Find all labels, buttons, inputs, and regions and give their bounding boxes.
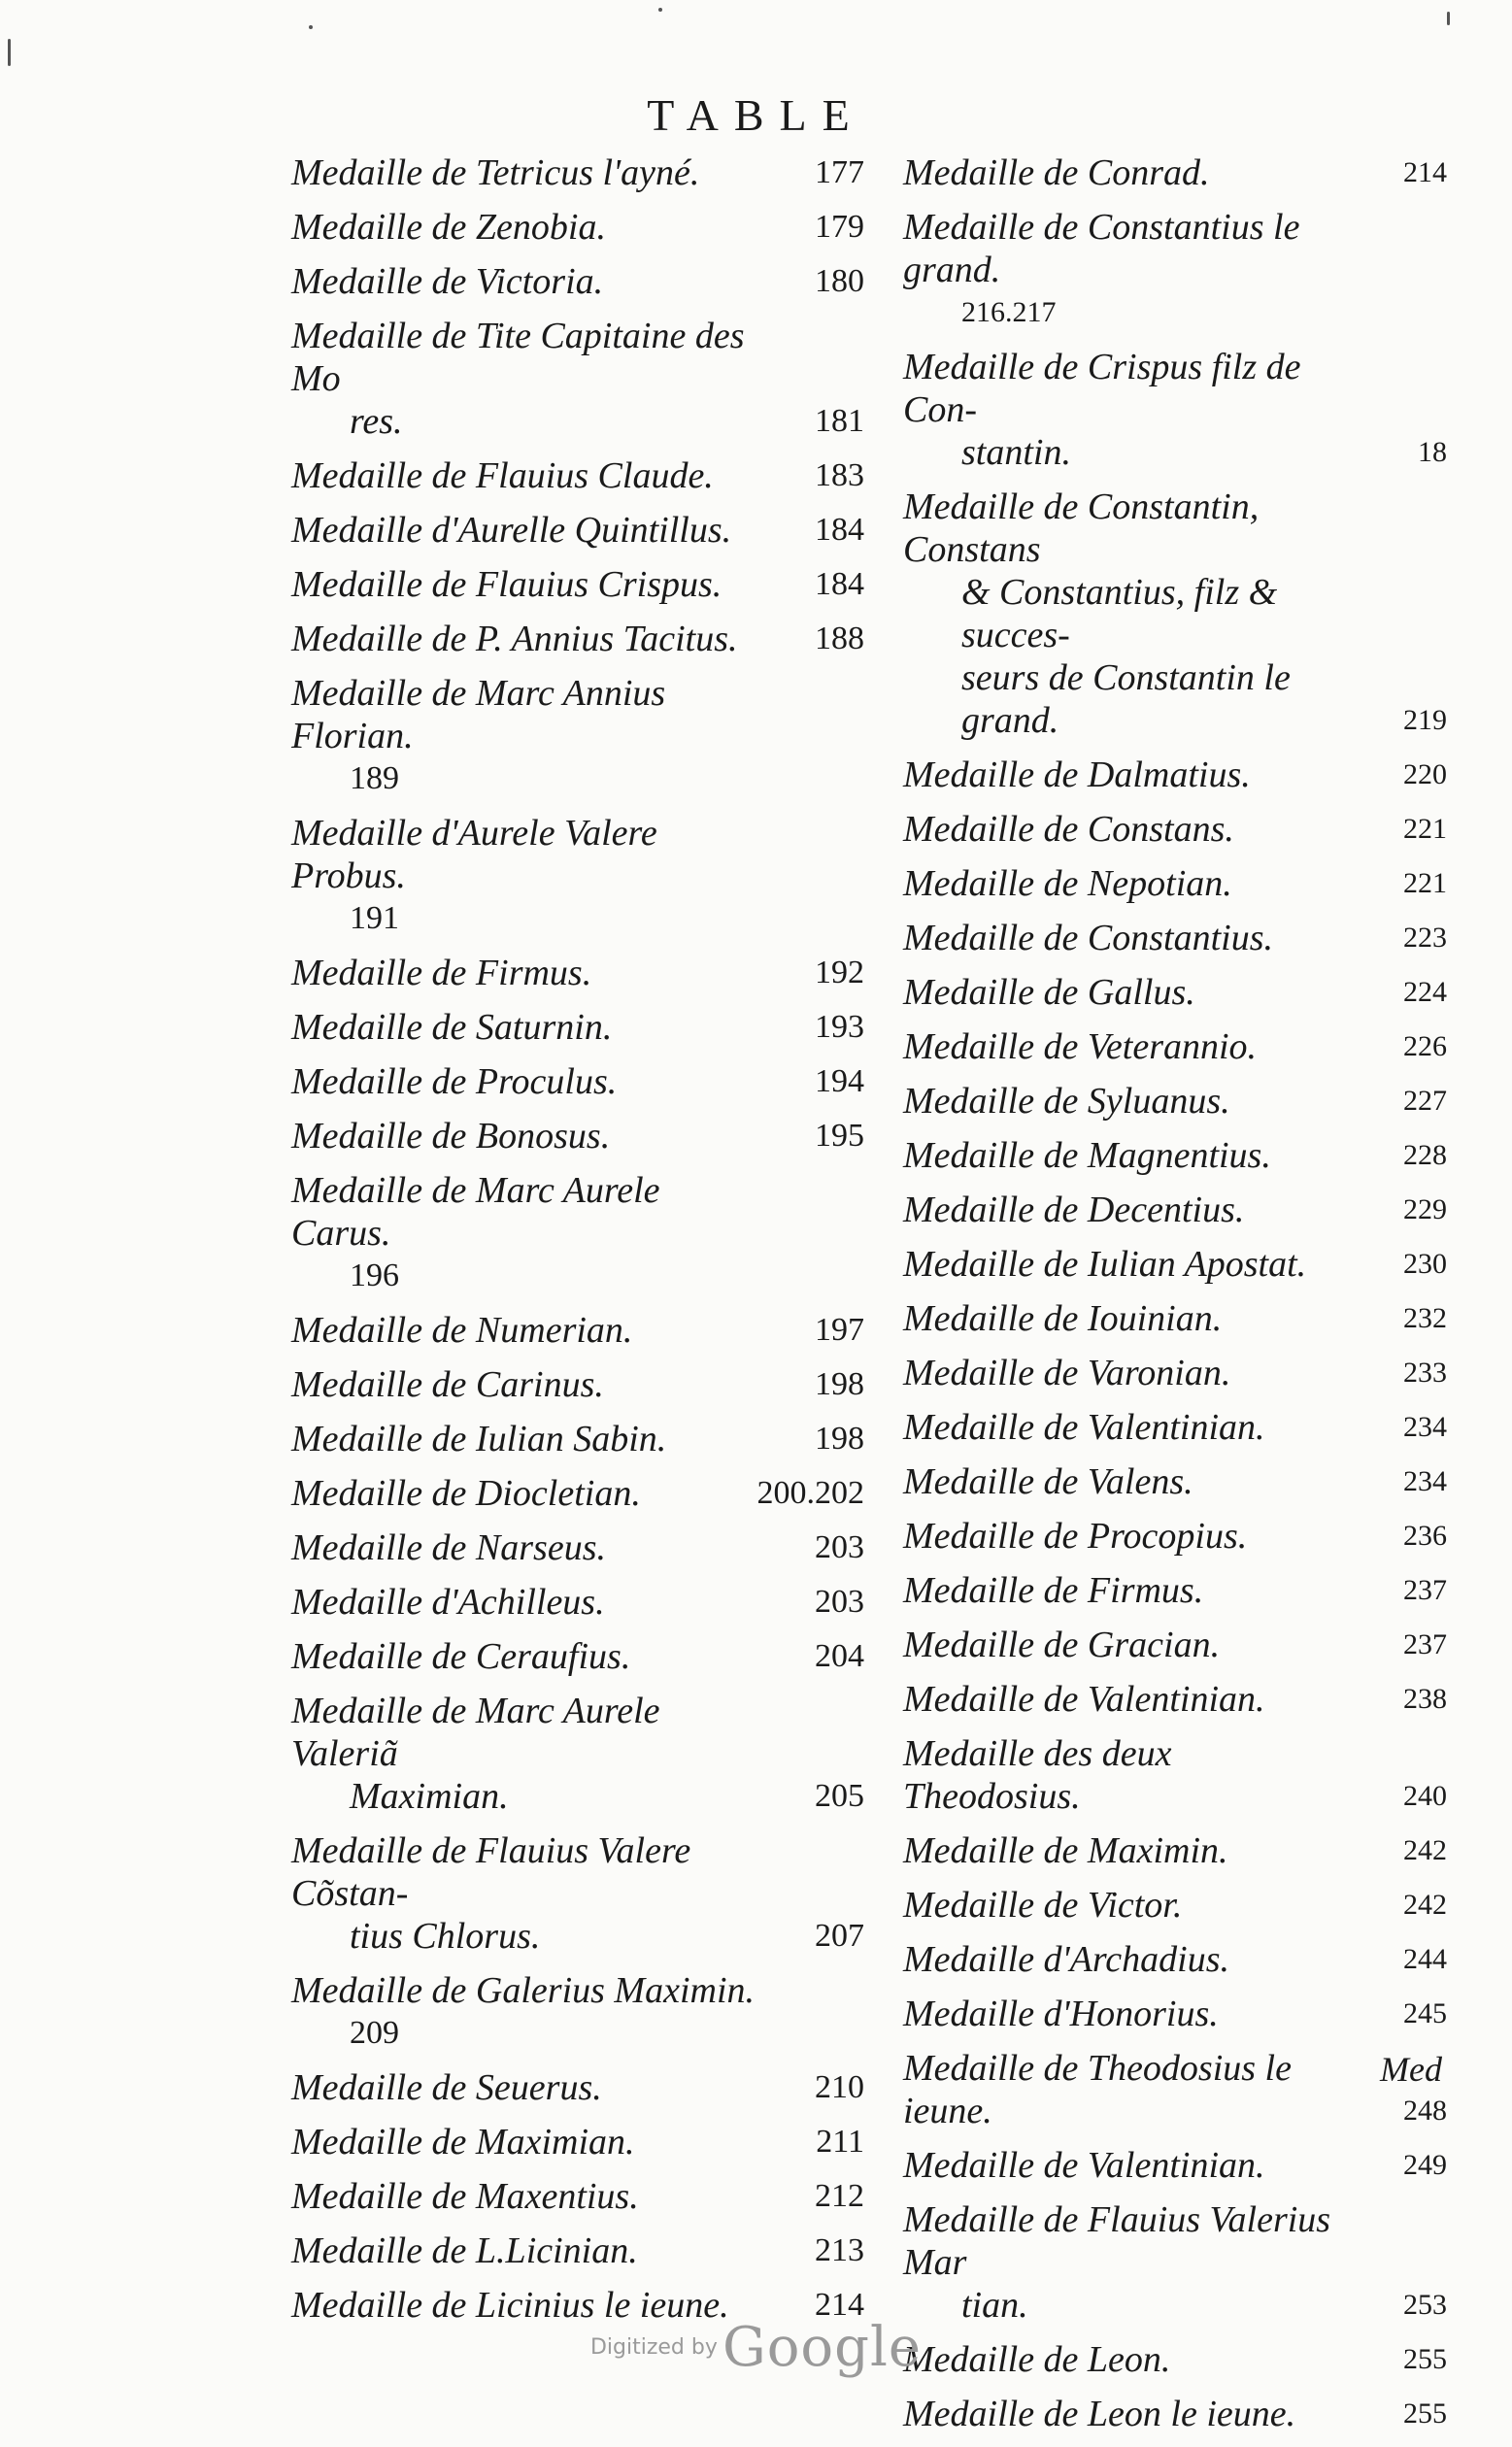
ink-speck (658, 8, 662, 12)
index-entry (903, 2047, 1447, 2132)
index-entry (903, 917, 1447, 959)
index-entry (903, 1829, 1447, 1872)
entry-page-number: 200.202 (756, 1475, 864, 1511)
index-entry (903, 1189, 1447, 1231)
index-entry (903, 486, 1447, 742)
entry-page-number: 238 (1403, 1683, 1447, 1715)
index-entry (903, 1624, 1447, 1666)
index-entry (903, 1678, 1447, 1721)
entry-text: Medaille de Crispus filz de Con- (903, 347, 1301, 430)
index-entry (291, 1472, 864, 1515)
entry-page-number: 177 (815, 154, 864, 190)
entry-page-number: 249 (1403, 2149, 1447, 2181)
entry-text: Medaille de Marc Annius Florian. (291, 673, 666, 756)
entry-text: Medaille de Valentinian. (903, 2145, 1265, 2186)
entry-page-number: 194 (815, 1063, 864, 1099)
entry-text: Medaille de Marc Aurele Valeriã (291, 1691, 660, 1774)
entry-text: Medaille de Tite Capitaine des Mo (291, 316, 745, 399)
entry-page-number: 229 (1403, 1193, 1447, 1225)
entry-continuation: tius Chlorus. (350, 1916, 541, 1957)
index-entry (903, 151, 1447, 194)
entry-text: Medaille des deux Theodosius. (903, 1733, 1172, 1817)
entry-page-number: 179 (815, 209, 864, 245)
index-entry (903, 2198, 1447, 2327)
entry-page-number: 237 (1403, 1574, 1447, 1606)
entry-page-number: 203 (815, 1529, 864, 1565)
entry-text: Medaille de L.Licinian. (291, 2230, 638, 2271)
index-entry (903, 1134, 1447, 1177)
entry-text: Medaille de Syluanus. (903, 1081, 1230, 1122)
entry-page-number: 224 (1403, 976, 1447, 1008)
entry-continuation: seurs de Constantin le grand. (961, 657, 1291, 741)
entry-text: Medaille de Iulian Apostat. (903, 1244, 1307, 1285)
entry-page-number: 189 (350, 760, 399, 796)
entry-text: Medaille de Leon le ieune. (903, 2394, 1296, 2434)
entry-page-number: 18 (1418, 436, 1447, 468)
index-entry (291, 1418, 864, 1460)
entry-text: Medaille de Ceraufius. (291, 1636, 631, 1677)
index-entry (291, 2121, 864, 2163)
entry-page-number: 203 (815, 1584, 864, 1620)
entry-text: Medaille de Carinus. (291, 1364, 604, 1405)
entry-page-number: 197 (815, 1312, 864, 1348)
entry-text: Medaille de P. Annius Tacitus. (291, 619, 738, 659)
entry-text: Medaille de Maxentius. (291, 2176, 639, 2217)
index-entry (291, 1526, 864, 1569)
entry-text: Medaille de Varonian. (903, 1353, 1231, 1393)
entry-page-number: 248 (1403, 2095, 1447, 2127)
index-entry (291, 1581, 864, 1624)
entry-text: Medaille de Nepotian. (903, 863, 1232, 904)
entry-page-number: 183 (815, 457, 864, 493)
entry-page-number: 242 (1403, 1889, 1447, 1921)
entry-text: Medaille de Maximin. (903, 1830, 1228, 1871)
index-entry (903, 2393, 1447, 2435)
entry-page-number: 192 (815, 955, 864, 990)
entry-page-number: 184 (815, 512, 864, 548)
entry-continuation: Maximian. (350, 1776, 509, 1817)
entry-text: Medaille de Firmus. (903, 1570, 1204, 1611)
index-entry (903, 1080, 1447, 1123)
entry-text: Medaille de Victor. (903, 1885, 1183, 1926)
index-entry (903, 1352, 1447, 1394)
entry-text: Medaille de Numerian. (291, 1310, 633, 1351)
entry-page-number: 213 (815, 2232, 864, 2268)
index-entry (291, 1969, 864, 2055)
entry-text: Medaille de Saturnin. (291, 1007, 613, 1048)
entry-text: Medaille de Constantius le grand. (903, 207, 1300, 290)
entry-text: Medaille de Licinius le ieune. (291, 2285, 729, 2326)
page-edge-mark (8, 39, 11, 66)
entry-text: Medaille de Dalmatius. (903, 754, 1251, 795)
left-index-column (291, 151, 864, 2338)
entry-page-number: 240 (1403, 1780, 1447, 1812)
entry-text: Medaille de Bonosus. (291, 1116, 611, 1156)
entry-page-number: 219 (1403, 704, 1447, 736)
entry-text: Medaille de Conrad. (903, 152, 1210, 193)
entry-text: Medaille de Procopius. (903, 1516, 1248, 1557)
entry-text: Medaille d'Archadius. (903, 1939, 1229, 1980)
entry-page-number: 255 (1403, 2397, 1447, 2430)
entry-text: Medaille de Flauius Claude. (291, 455, 714, 496)
entry-page-number: 181 (815, 403, 864, 439)
index-entry (903, 1460, 1447, 1503)
entry-text: Medaille de Galerius Maximin. (291, 1970, 756, 2011)
index-entry (903, 971, 1447, 1014)
entry-page-number: 191 (350, 900, 399, 936)
index-entry (903, 1884, 1447, 1927)
index-entry (903, 1732, 1447, 1818)
index-entry (291, 315, 864, 443)
index-entry (291, 1363, 864, 1406)
entry-text: Medaille d'Honorius. (903, 1994, 1219, 2034)
index-entry (291, 1169, 864, 1297)
entry-text: Medaille de Magnentius. (903, 1135, 1271, 1176)
footer-prefix: Digitized by (589, 2335, 718, 2360)
index-entry (291, 260, 864, 303)
entry-page-number: 204 (815, 1638, 864, 1674)
entry-page-number: 214 (1403, 156, 1447, 188)
entry-text: Medaille de Victoria. (291, 261, 604, 302)
entry-page-number: 232 (1403, 1302, 1447, 1334)
entry-text: Medaille de Seuerus. (291, 2067, 602, 2108)
entry-page-number: 234 (1403, 1411, 1447, 1443)
entry-text: Medaille de Diocletian. (291, 1473, 641, 1514)
index-entry (903, 1243, 1447, 1286)
entry-page-number: 188 (815, 620, 864, 656)
entry-text: Medaille de Marc Aurele Carus. (291, 1170, 660, 1254)
index-entry (291, 1690, 864, 1818)
entry-continuation: res. (350, 401, 403, 442)
entry-text: Medaille de Constantius. (903, 918, 1274, 958)
entry-page-number: 214 (815, 2287, 864, 2323)
entry-page-number: 255 (1403, 2343, 1447, 2375)
entry-text: Medaille de Valentinian. (903, 1679, 1265, 1720)
index-entry (291, 1309, 864, 1352)
entry-text: Medaille de Flauius Crispus. (291, 564, 722, 605)
index-entry (903, 1993, 1447, 2035)
entry-page-number: 198 (815, 1366, 864, 1402)
index-entry (291, 563, 864, 606)
index-entry (903, 206, 1447, 334)
entry-page-number: 211 (816, 2124, 864, 2160)
entry-page-number: 221 (1403, 867, 1447, 899)
index-entry (291, 1635, 864, 1678)
index-entry (903, 808, 1447, 851)
index-entry (291, 151, 864, 194)
entry-page-number: 253 (1403, 2289, 1447, 2321)
index-entry (291, 812, 864, 940)
entry-text: Medaille de Veterannio. (903, 1026, 1258, 1067)
entry-page-number: 207 (815, 1918, 864, 1954)
entry-text: Medaille de Leon. (903, 2339, 1171, 2380)
entry-page-number: 236 (1403, 1520, 1447, 1552)
index-entry (291, 1829, 864, 1958)
index-entry (903, 1569, 1447, 1612)
entry-text: Medaille de Valentinian. (903, 1407, 1265, 1448)
entry-page-number: 180 (815, 263, 864, 299)
entry-text: Medaille de Firmus. (291, 953, 592, 993)
entry-page-number: 226 (1403, 1030, 1447, 1062)
entry-text: Medaille de Gracian. (903, 1625, 1221, 1665)
index-entry (903, 1297, 1447, 1340)
page-header: TABLE (647, 90, 865, 140)
index-entry (291, 2229, 864, 2272)
entry-text: Medaille d'Achilleus. (291, 1582, 605, 1623)
index-entry (291, 1060, 864, 1103)
catchword: Med (1380, 2050, 1442, 2089)
entry-text: Medaille de Constantin, Constans (903, 486, 1260, 570)
index-entry (291, 672, 864, 800)
entry-page-number: 233 (1403, 1357, 1447, 1389)
entry-page-number: 193 (815, 1009, 864, 1045)
entry-text: Medaille de Flauius Valerius Mar (903, 2199, 1331, 2283)
entry-page-number: 244 (1403, 1943, 1447, 1975)
entry-text: Medaille de Tetricus l'ayné. (291, 152, 700, 193)
entry-page-number: 242 (1403, 1834, 1447, 1866)
entry-page-number: 205 (815, 1778, 864, 1814)
entry-page-number: 195 (815, 1118, 864, 1154)
entry-text: Medaille de Proculus. (291, 1061, 618, 1102)
index-entry (291, 2066, 864, 2109)
entry-page-number: 198 (815, 1421, 864, 1457)
entry-text: Medaille de Valens. (903, 1461, 1193, 1502)
entry-continuation: & Constantius, filz & succes- (961, 572, 1278, 655)
entry-text: Medaille d'Aurele Valere Probus. (291, 813, 657, 896)
entry-text: Medaille de Maximian. (291, 2122, 635, 2162)
index-entry (291, 454, 864, 497)
index-entry (291, 509, 864, 552)
entry-page-number: 234 (1403, 1465, 1447, 1497)
index-entry (903, 2144, 1447, 2187)
index-entry (903, 1515, 1447, 1558)
index-entry (291, 1115, 864, 1157)
index-entry (903, 346, 1447, 474)
entry-text: Medaille de Theodosius le ieune. (903, 2048, 1292, 2131)
right-index-column (903, 151, 1447, 2447)
index-entry (903, 754, 1447, 796)
entry-page-number: 221 (1403, 813, 1447, 845)
entry-text: Medaille de Iouinian. (903, 1298, 1223, 1339)
ink-speck (309, 25, 313, 29)
entry-page-number: 220 (1403, 758, 1447, 790)
index-entry (903, 1025, 1447, 1068)
entry-text: Medaille de Zenobia. (291, 207, 606, 248)
index-entry (291, 1006, 864, 1049)
entry-text: Medaille de Iulian Sabin. (291, 1419, 667, 1459)
entry-text: Medaille de Decentius. (903, 1190, 1245, 1230)
google-logo: Google (722, 2316, 923, 2379)
index-entry (291, 206, 864, 249)
entry-text: Medaille de Flauius Valere Cõstan- (291, 1830, 691, 1914)
index-entry (903, 1938, 1447, 1981)
entry-page-number: 184 (815, 566, 864, 602)
entry-page-number: 245 (1403, 1997, 1447, 2029)
entry-page-number: 237 (1403, 1628, 1447, 1660)
entry-page-number: 230 (1403, 1248, 1447, 1280)
entry-text: Medaille d'Aurelle Quintillus. (291, 510, 732, 551)
entry-page-number: 223 (1403, 922, 1447, 954)
digitized-by-footer (0, 2316, 1512, 2379)
ink-speck (1447, 12, 1450, 25)
entry-page-number: 196 (350, 1257, 399, 1293)
entry-page-number: 228 (1403, 1139, 1447, 1171)
index-entry (903, 1406, 1447, 1449)
entry-text: Medaille de Constans. (903, 809, 1234, 850)
entry-page-number: 216.217 (961, 296, 1057, 328)
entry-continuation: stantin. (961, 432, 1071, 473)
entry-text: Medaille de Gallus. (903, 972, 1195, 1013)
index-entry (903, 862, 1447, 905)
entry-text: Medaille de Narseus. (291, 1527, 607, 1568)
index-entry (291, 952, 864, 994)
index-entry (291, 2175, 864, 2218)
entry-continuation: tian. (961, 2285, 1028, 2326)
entry-page-number: 209 (350, 2015, 399, 2051)
entry-page-number: 227 (1403, 1085, 1447, 1117)
entry-page-number: 212 (815, 2178, 864, 2214)
entry-page-number: 210 (815, 2069, 864, 2105)
index-entry (291, 618, 864, 660)
